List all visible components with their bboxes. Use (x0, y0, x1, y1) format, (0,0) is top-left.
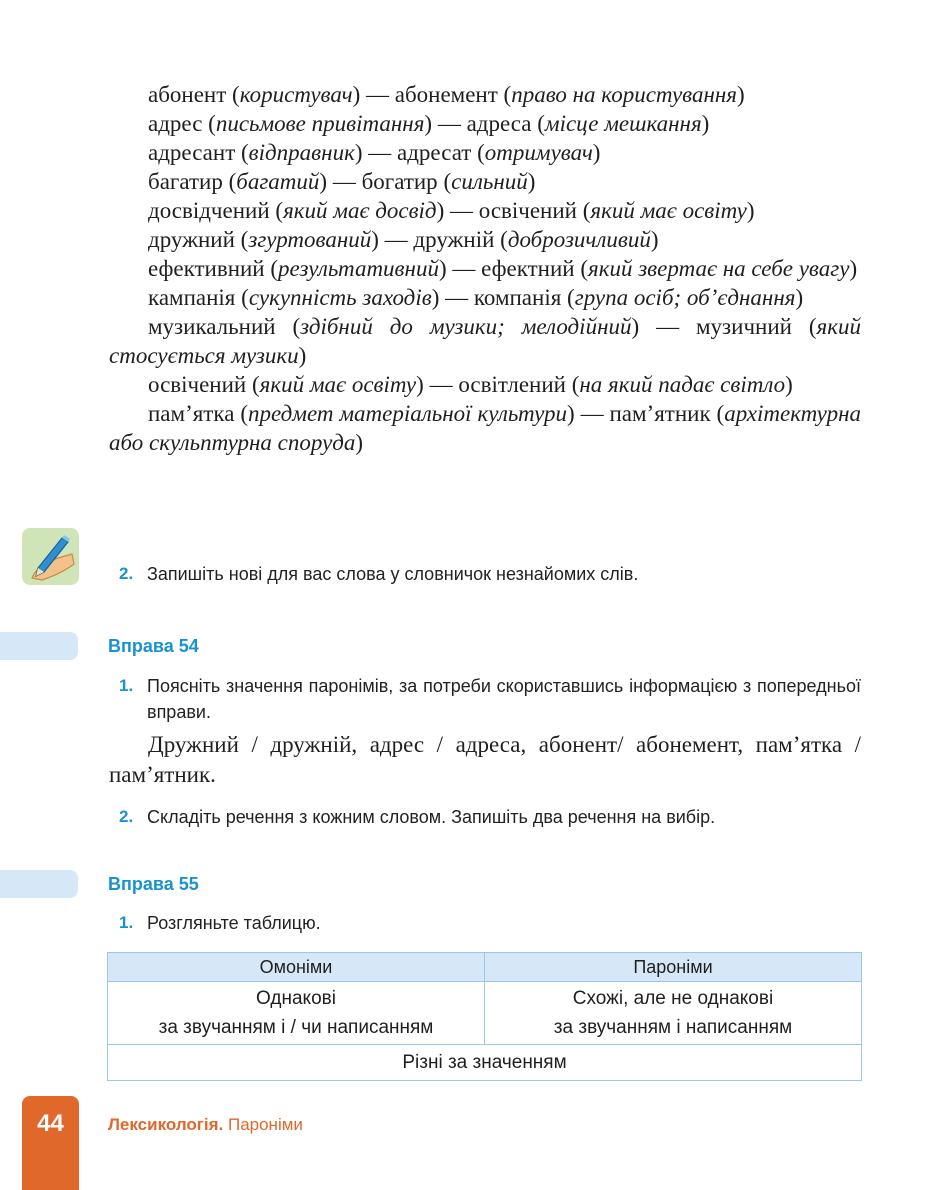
word: досвідчений (148, 198, 270, 223)
word: адреса (466, 111, 532, 136)
word: музикальний (148, 314, 276, 339)
task-number: 1. (119, 913, 134, 932)
word: дружній (413, 227, 495, 252)
paronym-pairs-list (109, 80, 861, 457)
word: адресат (397, 140, 472, 165)
writing-hand-icon (22, 528, 79, 585)
meaning: який стосується музики (109, 314, 861, 368)
meaning: архітектурна або скульптурна споруда (109, 401, 861, 455)
word: ефективний (148, 256, 265, 281)
word: освічений (148, 372, 247, 397)
meaning: результативний (278, 256, 439, 281)
meaning: право на користування (511, 82, 737, 107)
task-number: 2. (119, 564, 134, 583)
pair-line: пам’ятка (предмет матеріальної культури) — пам’ятник (архітектурна або скульптурна споруда) (109, 401, 861, 455)
pair-line: кампанія (сукупність заходів) — компанія (група осіб; об’єднання) (148, 285, 804, 310)
meaning: відправник (248, 140, 355, 165)
word: адрес (148, 111, 203, 136)
cell-line: Однакові (256, 988, 336, 1009)
table-cell-paronyms (485, 982, 862, 1045)
pair-line: багатир (багатий) — богатир (сильний) (148, 169, 536, 194)
word: дружний (148, 227, 235, 252)
meaning: який має освіту (590, 198, 747, 223)
meaning: багатий (236, 169, 320, 194)
cell-line: за звучанням і написанням (553, 1017, 793, 1038)
task-text: Поясніть значення паронімів, за потреби скориставшись інформацією з попередньої вправи. (147, 676, 861, 722)
section-tab (0, 870, 78, 898)
pair-line: музикальний (здібний до музики; мелодійний) — музичний (який стосується музики) (109, 314, 861, 368)
meaning: група осіб; об’єднання (574, 285, 796, 310)
meaning: сильний (451, 169, 528, 194)
pair-line: дружний (згуртований) — дружній (доброзичливий) (148, 227, 659, 252)
meaning: який має досвід (283, 198, 437, 223)
pair-line: адрес (письмове привітання) — адреса (місце мешкання) (148, 111, 710, 136)
table-footer-cell: Різні за значенням (108, 1045, 862, 1081)
word: ефектний (481, 256, 575, 281)
pair-line: адресант (відправник) — адресат (отримувач) (148, 140, 601, 165)
word: освічений (478, 198, 577, 223)
word: пам’ятка (148, 401, 235, 426)
word: освітлений (458, 372, 566, 397)
exercise-54-heading: Вправа 54 (108, 636, 199, 656)
word: музичний (696, 314, 792, 339)
meaning: який має освіту (259, 372, 417, 397)
cell-line: за звучанням і / чи написанням (158, 1017, 434, 1038)
meaning: на який падає світло (579, 372, 786, 397)
word: компанія (473, 285, 562, 310)
meaning: сукупність заходів (248, 285, 432, 310)
exercise-55-heading: Вправа 55 (108, 874, 199, 894)
meaning: доброзичливий (507, 227, 651, 252)
page-number-tab (22, 1096, 79, 1190)
table-header-homonyms: Омоніми (108, 953, 485, 982)
table-cell-homonyms (108, 982, 485, 1045)
paronym-examples: Дружний / дружній, адрес / адреса, абонент/ абонемент, пам’ятка / пам’ятник. (109, 732, 861, 787)
meaning: місце мешкання (544, 111, 702, 136)
homonyms-paronyms-table (107, 952, 862, 1081)
word: пам’ятник (609, 401, 711, 426)
cell-line: Схожі, але не однакові (572, 988, 774, 1009)
task-text: Запишіть нові для вас слова у словничок незнайомих слів. (147, 564, 639, 584)
meaning: користувач (239, 82, 353, 107)
section-tab (0, 632, 78, 660)
meaning: отримувач (484, 140, 593, 165)
task-number: 1. (119, 676, 134, 695)
footer-topic: Пароніми (227, 1115, 303, 1134)
task-text: Складіть речення з кожним словом. Запишіть два речення на вибір. (147, 807, 716, 827)
pair-line: абонент (користувач) — абонемент (право на користування) (148, 82, 745, 107)
word: багатир (148, 169, 223, 194)
meaning: який звертає на себе увагу (588, 256, 850, 281)
pair-line: ефективний (результативний) — ефектний (який звертає на себе увагу) (148, 256, 858, 281)
meaning: письмове привітання (215, 111, 425, 136)
word: абонемент (394, 82, 498, 107)
page-number: 44 (37, 1110, 64, 1137)
word: богатир (361, 169, 438, 194)
running-footer (108, 1115, 303, 1135)
table-header-paronyms: Пароніми (485, 953, 862, 982)
word: адресант (148, 140, 236, 165)
word: кампанія (148, 285, 236, 310)
meaning: здібний до музики; мелодійний (300, 314, 632, 339)
meaning: згуртований (248, 227, 372, 252)
meaning: предмет матеріальної культури (248, 401, 567, 426)
footer-section: Лексикологія. (108, 1115, 224, 1134)
task-text: Розгляньте таблицю. (147, 913, 321, 933)
task-number: 2. (119, 807, 134, 826)
pair-line: досвідчений (який має досвід) — освічений (який має освіту) (148, 198, 755, 223)
word: абонент (148, 82, 227, 107)
pair-line: освічений (який має освіту) — освітлений (на який падає світло) (148, 372, 793, 397)
